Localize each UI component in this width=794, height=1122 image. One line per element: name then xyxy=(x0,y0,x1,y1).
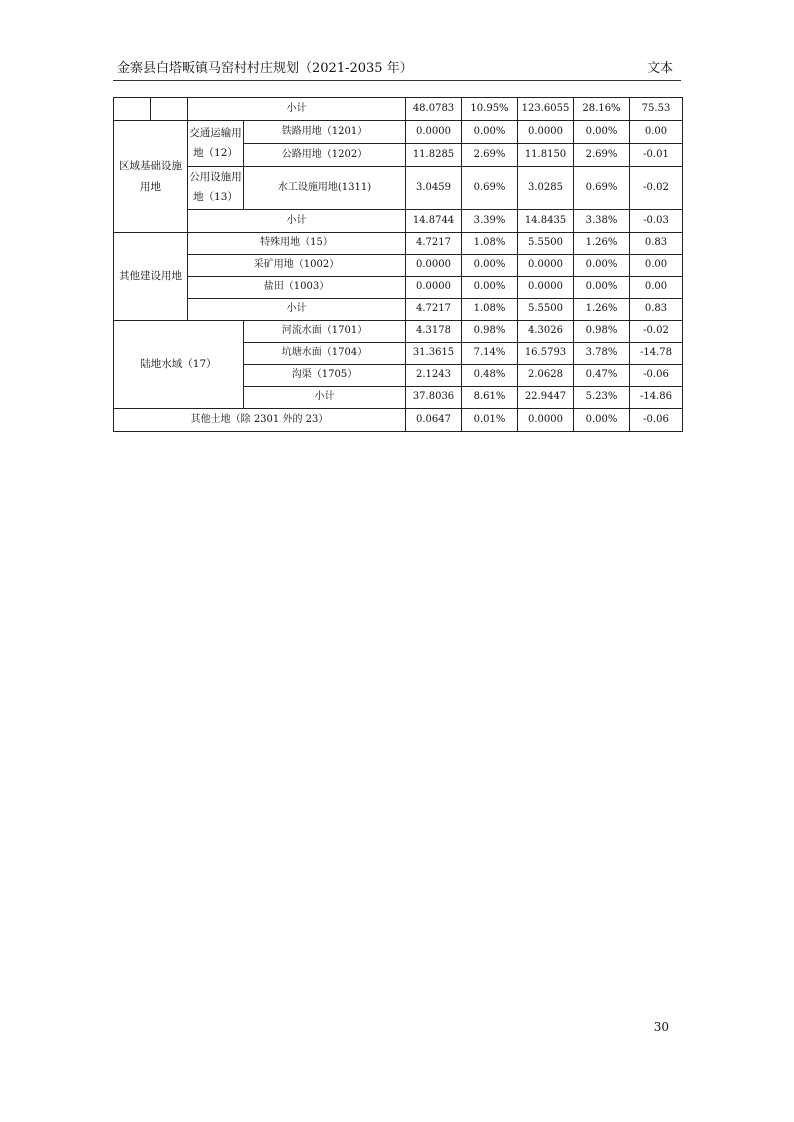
table-cell: 1.26% xyxy=(574,299,630,321)
table-cell: 0.0000 xyxy=(518,121,574,144)
table-cell: 4.7217 xyxy=(406,299,462,321)
table-cell: 11.8285 xyxy=(406,144,462,167)
table-cell: 3.38% xyxy=(574,210,630,233)
table-row xyxy=(114,299,683,321)
row-label: 盐田（1003） xyxy=(188,277,406,299)
table-cell: 0.83 xyxy=(630,299,683,321)
table-cell xyxy=(151,98,188,121)
table-cell: 123.6055 xyxy=(518,98,574,121)
table-cell: 2.1243 xyxy=(406,365,462,387)
table-cell: -14.78 xyxy=(630,343,683,365)
table-cell: 0.69% xyxy=(574,167,630,210)
table-cell: 1.26% xyxy=(574,233,630,255)
table-cell: 37.8036 xyxy=(406,387,462,409)
table-row xyxy=(114,255,683,277)
table-cell: 4.3026 xyxy=(518,321,574,343)
table-cell: 3.0285 xyxy=(518,167,574,210)
table-cell: 0.0000 xyxy=(518,255,574,277)
table-cell: 0.69% xyxy=(462,167,518,210)
table-cell: -14.86 xyxy=(630,387,683,409)
table-cell: 48.0783 xyxy=(406,98,462,121)
table-row xyxy=(114,277,683,299)
land-use-table xyxy=(113,97,683,432)
table-cell: 1.08% xyxy=(462,299,518,321)
table-cell: 0.00 xyxy=(630,255,683,277)
table-row xyxy=(114,167,683,210)
page-header xyxy=(113,53,681,81)
table-cell: 3.0459 xyxy=(406,167,462,210)
row-label: 沟渠（1705） xyxy=(244,365,406,387)
table-cell: 0.0000 xyxy=(518,277,574,299)
table-cell: 0.0000 xyxy=(518,409,574,432)
table-row xyxy=(114,210,683,233)
row-label: 其他土地（除 2301 外的 23） xyxy=(114,409,406,432)
table-cell: 28.16% xyxy=(574,98,630,121)
table-cell: -0.03 xyxy=(630,210,683,233)
document-title: 金寨县白塔畈镇马窑村村庄规划（2021-2035 年） xyxy=(117,61,413,76)
table-cell: 0.00% xyxy=(574,409,630,432)
table-cell: 2.0628 xyxy=(518,365,574,387)
document-type-label: 文本 xyxy=(646,61,673,76)
table-cell: -0.02 xyxy=(630,167,683,210)
table-row xyxy=(114,98,683,121)
table-cell: 7.14% xyxy=(462,343,518,365)
table-cell: 0.0000 xyxy=(406,121,462,144)
table-cell: -0.06 xyxy=(630,365,683,387)
subtotal-label: 小计 xyxy=(188,299,406,321)
table-cell: 11.8150 xyxy=(518,144,574,167)
table-cell: 0.47% xyxy=(574,365,630,387)
row-label: 铁路用地（1201） xyxy=(244,121,406,144)
table-cell: 10.95% xyxy=(462,98,518,121)
table-cell: 22.9447 xyxy=(518,387,574,409)
table-cell: 0.0647 xyxy=(406,409,462,432)
table-cell: 5.5500 xyxy=(518,233,574,255)
row-label: 坑塘水面（1704） xyxy=(244,343,406,365)
table-cell: 0.98% xyxy=(462,321,518,343)
subcategory-utility: 公用设施用地（13） xyxy=(188,167,244,210)
category-other-construction: 其他建设用地 xyxy=(114,233,188,321)
table-cell: 14.8435 xyxy=(518,210,574,233)
subtotal-label: 小计 xyxy=(188,98,406,121)
table-row xyxy=(114,121,683,144)
category-regional-infrastructure: 区域基础设施用地 xyxy=(114,121,188,233)
row-label: 采矿用地（1002） xyxy=(188,255,406,277)
subcategory-transport: 交通运输用地（12） xyxy=(188,121,244,167)
table-cell: 4.3178 xyxy=(406,321,462,343)
table-cell: 0.00% xyxy=(574,255,630,277)
table-cell: 16.5793 xyxy=(518,343,574,365)
table-cell: 5.5500 xyxy=(518,299,574,321)
table-cell: 14.8744 xyxy=(406,210,462,233)
table-cell: 0.0000 xyxy=(406,277,462,299)
row-label: 水工设施用地(1311) xyxy=(244,167,406,210)
category-land-water: 陆地水域（17） xyxy=(114,321,244,409)
table-cell: 4.7217 xyxy=(406,233,462,255)
table-cell: 0.00% xyxy=(574,277,630,299)
table-cell: 75.53 xyxy=(630,98,683,121)
subtotal-label: 小计 xyxy=(188,210,406,233)
table-cell: 0.01% xyxy=(462,409,518,432)
table-cell: 0.00% xyxy=(574,121,630,144)
table-cell: 0.00% xyxy=(462,255,518,277)
header-rule xyxy=(113,80,681,81)
table-cell: 2.69% xyxy=(462,144,518,167)
table-cell: 3.39% xyxy=(462,210,518,233)
table-cell: 0.00 xyxy=(630,121,683,144)
table-cell: 0.00 xyxy=(630,277,683,299)
table-cell: 5.23% xyxy=(574,387,630,409)
table-cell: 0.00% xyxy=(462,121,518,144)
table-row xyxy=(114,233,683,255)
table-row xyxy=(114,409,683,432)
table-cell: 1.08% xyxy=(462,233,518,255)
table-cell: 0.0000 xyxy=(406,255,462,277)
page-number: 30 xyxy=(653,1020,669,1034)
table-cell: 8.61% xyxy=(462,387,518,409)
row-label: 特殊用地（15） xyxy=(188,233,406,255)
row-label: 河流水面（1701） xyxy=(244,321,406,343)
table-cell: 0.48% xyxy=(462,365,518,387)
table-row xyxy=(114,321,683,343)
table-cell: 2.69% xyxy=(574,144,630,167)
table-cell: -0.02 xyxy=(630,321,683,343)
table-cell: -0.06 xyxy=(630,409,683,432)
row-label: 公路用地（1202） xyxy=(244,144,406,167)
table-cell: -0.01 xyxy=(630,144,683,167)
table-cell: 0.00% xyxy=(462,277,518,299)
subtotal-label: 小计 xyxy=(244,387,406,409)
table-cell: 0.98% xyxy=(574,321,630,343)
table-cell: 31.3615 xyxy=(406,343,462,365)
table-cell: 3.78% xyxy=(574,343,630,365)
table-cell: 0.83 xyxy=(630,233,683,255)
table-cell xyxy=(114,98,151,121)
